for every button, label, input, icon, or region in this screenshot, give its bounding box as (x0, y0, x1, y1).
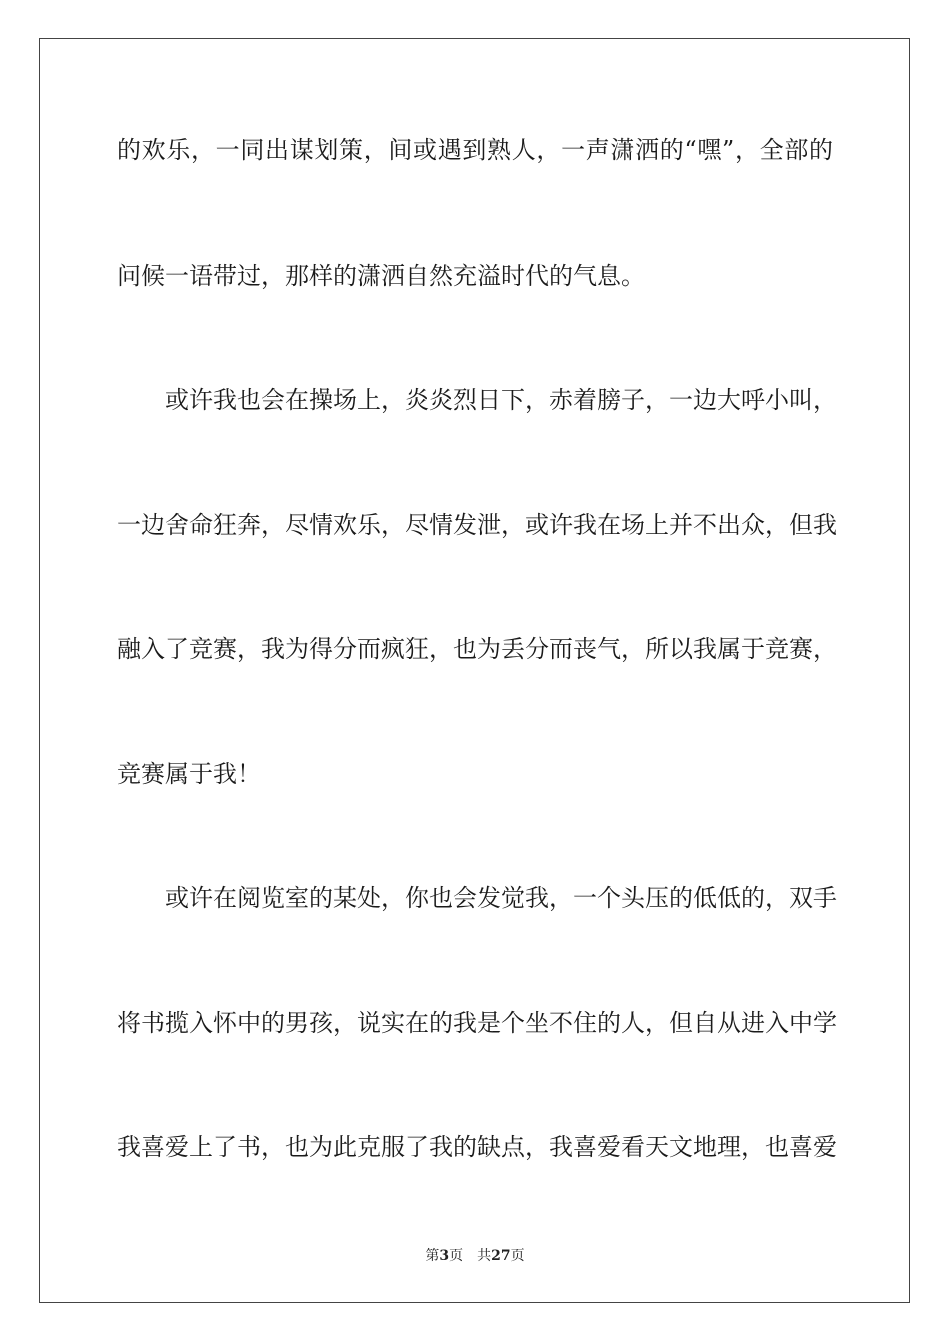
text-line-3: 或许我也会在操场上，炎炎烈日下，赤着膀子，一边大呼小叫， (165, 386, 837, 414)
text-line-8: 将书揽入怀中的男孩，说实在的我是个坐不住的人，但自从进入中学 (117, 1009, 837, 1037)
text-line-1: 的欢乐，一同出谋划策，间或遇到熟人，一声潇洒的“嘿”，全部的 (117, 136, 833, 164)
text-line-9: 我喜爱上了书，也为此克服了我的缺点，我喜爱看天文地理，也喜爱 (117, 1133, 837, 1161)
total-suffix: 页 (510, 1248, 525, 1264)
page-footer (0, 1247, 950, 1265)
page-suffix: 页 (449, 1248, 464, 1264)
text-line-2: 问候一语带过，那样的潇洒自然充溢时代的气息。 (117, 262, 645, 290)
text-line-7: 或许在阅览室的某处，你也会发觉我，一个头压的低低的，双手 (165, 884, 837, 912)
page-current: 3 (439, 1248, 450, 1264)
page-prefix: 第 (425, 1248, 440, 1264)
total-prefix: 共 (477, 1248, 492, 1264)
page-border (39, 38, 910, 1303)
text-line-5: 融入了竞赛，我为得分而疯狂，也为丢分而丧气，所以我属于竞赛， (117, 635, 837, 663)
total-pages: 27 (491, 1248, 511, 1264)
text-line-6: 竞赛属于我！ (117, 760, 261, 788)
text-line-4: 一边舍命狂奔，尽情欢乐，尽情发泄，或许我在场上并不出众，但我 (117, 511, 837, 539)
